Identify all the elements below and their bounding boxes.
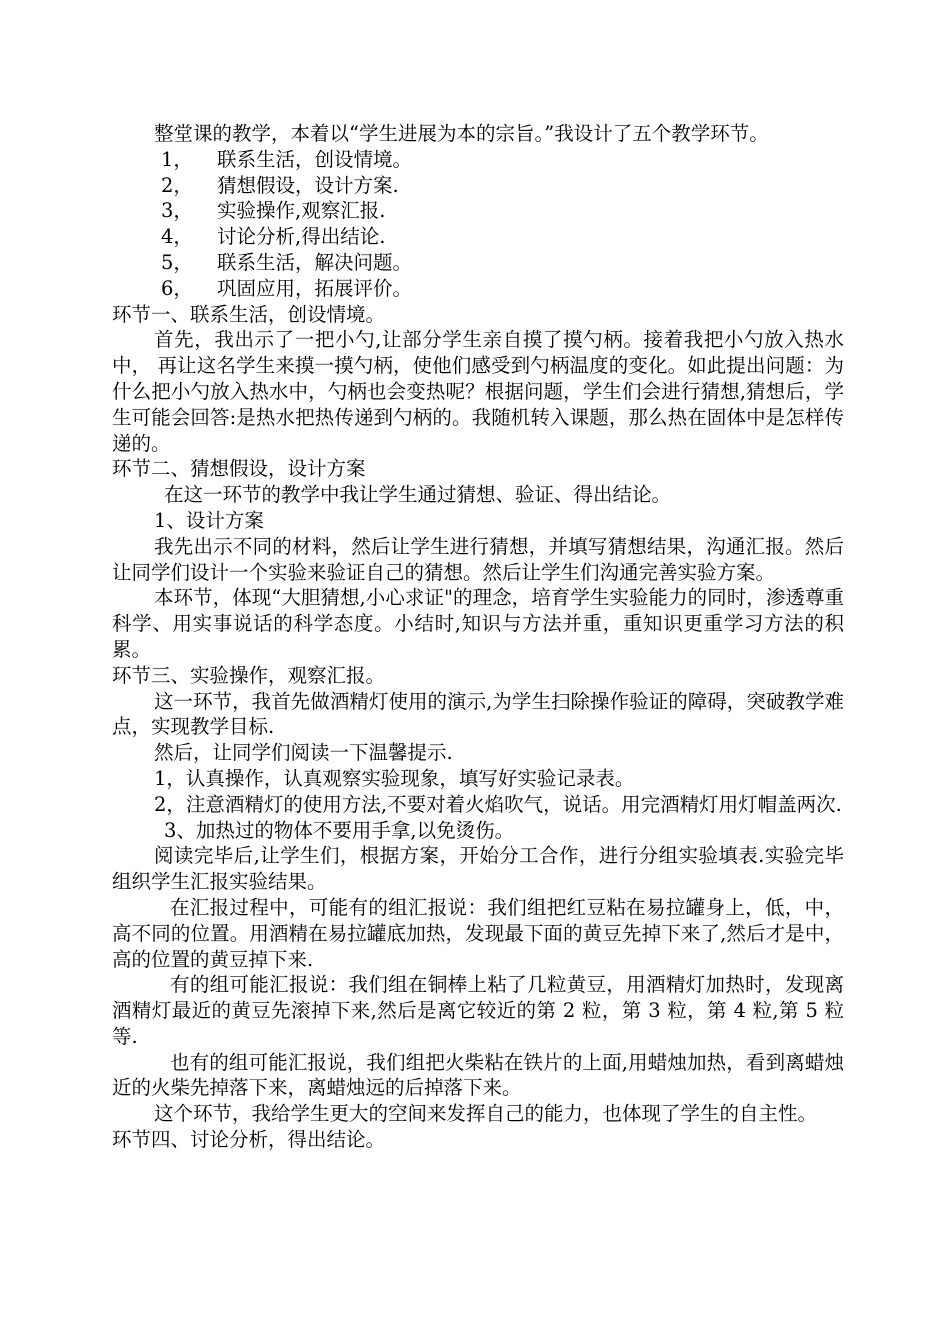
step-number: 5，	[161, 250, 193, 274]
paragraph: 在汇报过程中，可能有的组汇报说：我们组把红豆粘在易拉罐身上，低，中，高不同的位置。用酒精在易拉罐底加热，发现最下面的黄豆先掉下来了,然后才是中，高的位置的黄豆掉下来.	[112, 895, 844, 971]
list-item	[112, 147, 844, 173]
list-item	[112, 173, 844, 199]
step-number: 6，	[161, 276, 193, 300]
paragraph: 1、设计方案	[154, 508, 264, 532]
paragraph: 我先出示不同的材料，然后让学生进行猜想，并填写猜想结果，沟通汇报。然后让同学们设计一个实验来验证自己的猜想。然后让学生们沟通完善实验方案。	[112, 534, 844, 584]
list-item	[112, 276, 844, 302]
steps-list	[112, 147, 844, 302]
paragraph: 阅读完毕后,让学生们，根据方案，开始分工合作，进行分组实验填表.实验完毕组织学生汇报实验结果。	[112, 844, 844, 894]
paragraph: 1，认真操作，认真观察实验现象，填写好实验记录表。	[154, 766, 635, 790]
paragraph: 在这一环节的教学中我让学生通过猜想、验证、得出结论。	[164, 483, 672, 507]
step-number: 4，	[161, 225, 193, 249]
paragraph: 首先，我出示了一把小勺,让部分学生亲自摸了摸勺柄。接着我把小勺放入热水中， 再让这名学生来摸一摸勺柄，使他们感受到勺柄温度的变化。如此提出问题：为什么把小勺放入热水中，勺柄也会变热呢？根据问题，学生们会进行猜想,猜想后，学生可能会回答:是热水把热传递到勺柄的。我随机转入课题，那么热在固体中是怎样传递的。	[112, 328, 844, 455]
step-text: 实验操作,观察汇报.	[217, 199, 386, 223]
list-item	[112, 224, 844, 250]
section-heading-2: 环节二、猜想假设，设计方案	[112, 457, 366, 481]
paragraph: 也有的组可能汇报说，我们组把火柴粘在铁片的上面,用蜡烛加热，看到离蜡烛近的火柴先掉落下来，离蜡烛远的后掉落下来。	[112, 1050, 844, 1100]
paragraph: 然后，让同学们阅读一下温馨提示.	[154, 741, 453, 765]
step-text: 猜想假设，设计方案.	[217, 173, 399, 197]
step-number: 1，	[161, 147, 193, 171]
section-heading-1: 环节一、联系生活，创设情境。	[112, 302, 386, 326]
intro-paragraph: 整堂课的教学，本着以“学生进展为本的宗旨。”我设计了五个教学环节。	[154, 122, 769, 145]
step-number: 3，	[161, 199, 193, 223]
list-item	[112, 250, 844, 276]
paragraph: 这一环节，我首先做酒精灯使用的演示,为学生扫除操作验证的障碍，突破教学难点，实现教学目标.	[112, 689, 844, 739]
section-heading-3: 环节三、实验操作，观察汇报。	[112, 663, 386, 687]
paragraph: 本环节，体现“大胆猜想,小心求证"的理念，培育学生实验能力的同时，渗透尊重科学、用实事说话的科学态度。小结时,知识与方法并重，重知识更重学习方法的积累。	[112, 586, 844, 661]
list-item	[112, 198, 844, 224]
step-text: 讨论分析,得出结论.	[217, 225, 386, 249]
paragraph: 有的组可能汇报说：我们组在铜棒上粘了几粒黄豆，用酒精灯加热时，发现离酒精灯最近的黄豆先滚掉下来,然后是离它较近的第 2 粒，第 3 粒，第 4 粒,第 5 粒等.	[112, 973, 844, 1048]
document-page	[112, 121, 844, 1153]
paragraph: 这个环节，我给学生更大的空间来发挥自己的能力，也体现了学生的自主性。	[154, 1102, 818, 1126]
paragraph: 2，注意酒精灯的使用方法,不要对着火焰吹气，说话。用完酒精灯用灯帽盖两次.	[154, 792, 842, 816]
step-text: 巩固应用，拓展评价。	[217, 276, 413, 300]
paragraph: 3、加热过的物体不要用手拿,以免烫伤。	[164, 818, 515, 842]
step-text: 联系生活，解决问题。	[217, 250, 413, 274]
step-text: 联系生活，创设情境。	[217, 147, 413, 171]
section-heading-4: 环节四、讨论分析，得出结论。	[112, 1128, 386, 1152]
step-number: 2，	[161, 173, 193, 197]
